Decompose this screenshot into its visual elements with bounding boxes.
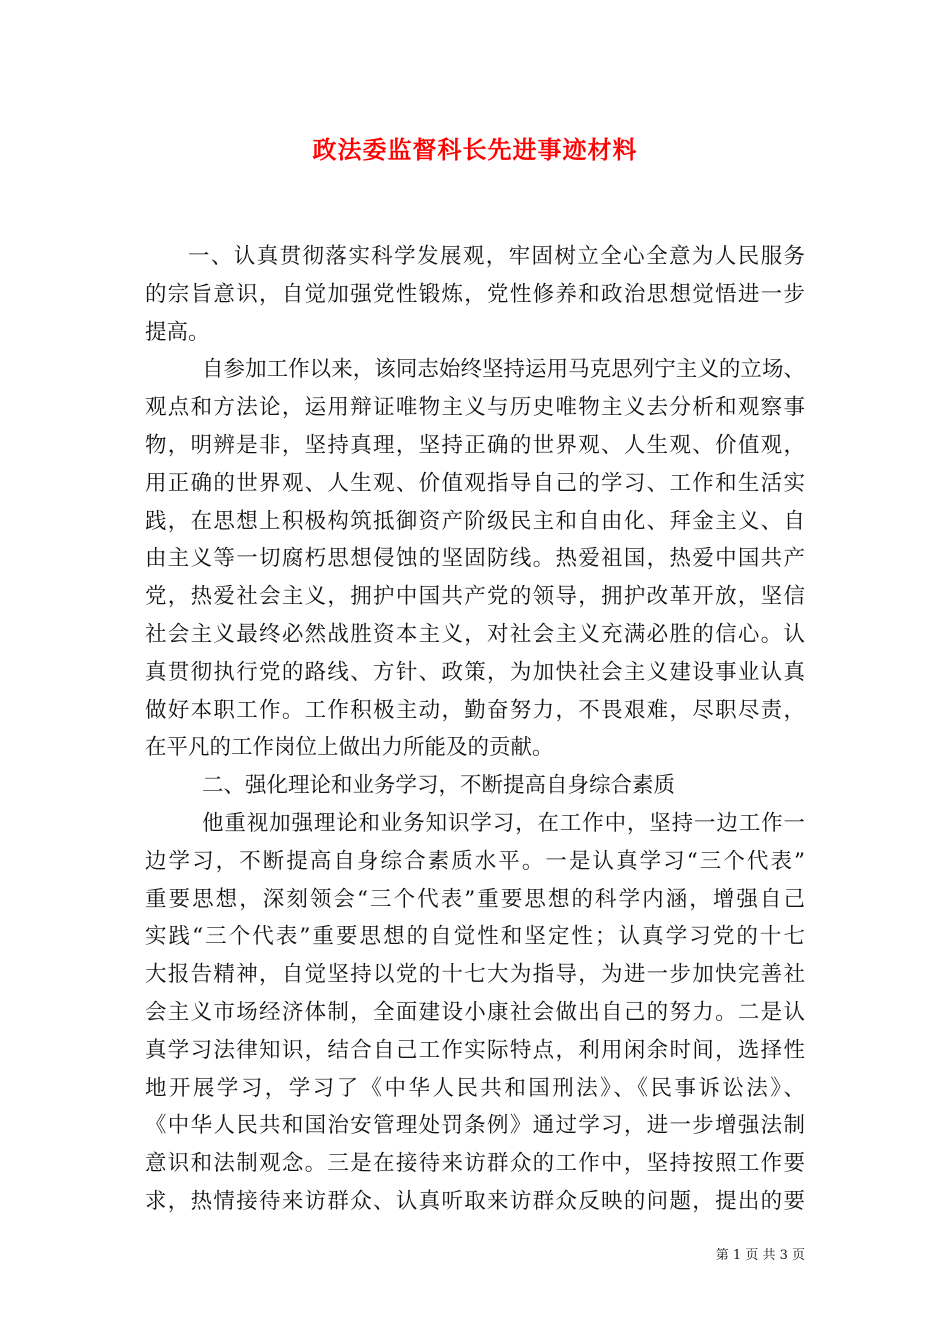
page-number-footer: 第 1 页 共 3 页 bbox=[715, 1248, 805, 1263]
text-line: 二、强化理论和业务学习，不断提高自身综合素质 bbox=[202, 773, 676, 799]
text-line: 真贯彻执行党的路线、方针、政策，为加快社会主义建设事业认真 bbox=[145, 659, 805, 685]
text-line: 意识和法制观念。三是在接待来访群众的工作中，坚持按照工作要 bbox=[145, 1151, 805, 1177]
text-line: 边学习，不断提高自身综合素质水平。一是认真学习“三个代表” bbox=[145, 848, 805, 874]
text-line: 用正确的世界观、人生观、价值观指导自己的学习、工作和生活实 bbox=[145, 470, 805, 496]
text-line: 提高。 bbox=[145, 319, 210, 345]
text-line: 重要思想，深刻领会“三个代表”重要思想的科学内涵，增强自己 bbox=[145, 886, 805, 912]
text-line: 在平凡的工作岗位上做出力所能及的贡献。 bbox=[145, 735, 554, 761]
text-line: 观点和方法论，运用辩证唯物主义与历史唯物主义去分析和观察事 bbox=[145, 395, 805, 421]
section-heading-2 bbox=[145, 767, 805, 805]
text-line: 实践“三个代表”重要思想的自觉性和坚定性；认真学习党的十七 bbox=[145, 924, 805, 950]
paragraph-1 bbox=[145, 238, 805, 351]
text-line: 大报告精神，自觉坚持以党的十七大为指导，为进一步加快完善社 bbox=[145, 962, 805, 988]
text-line: 一、认真贯彻落实科学发展观，牢固树立全心全意为人民服务 bbox=[188, 244, 805, 269]
text-line: 真学习法律知识，结合自己工作实际特点，利用闲余时间，选择性 bbox=[145, 1037, 805, 1063]
text-line: 地开展学习，学习了《中华人民共和国刑法》、《民事诉讼法》、 bbox=[145, 1075, 805, 1101]
text-line: 物，明辨是非，坚持真理，坚持正确的世界观、人生观、价值观， bbox=[145, 432, 805, 458]
text-line: 他重视加强理论和业务知识学习，在工作中，坚持一边工作一 bbox=[202, 810, 805, 836]
text-line: 自参加工作以来，该同志始终坚持运用马克思列宁主义的立场、 bbox=[202, 357, 805, 383]
text-line: 践，在思想上积极构筑抵御资产阶级民主和自由化、拜金主义、自 bbox=[145, 508, 805, 534]
text-line: 《中华人民共和国治安管理处罚条例》通过学习，进一步增强法制 bbox=[145, 1113, 805, 1139]
paragraph-4 bbox=[145, 805, 805, 1221]
text-line: 由主义等一切腐朽思想侵蚀的坚固防线。热爱祖国，热爱中国共产 bbox=[145, 546, 805, 572]
paragraph-2 bbox=[145, 351, 805, 767]
text-line: 做好本职工作。工作积极主动，勤奋努力，不畏艰难，尽职尽责， bbox=[145, 697, 805, 723]
text-line: 会主义市场经济体制，全面建设小康社会做出自己的努力。二是认 bbox=[145, 999, 805, 1025]
text-line: 社会主义最终必然战胜资本主义，对社会主义充满必胜的信心。认 bbox=[145, 621, 805, 647]
document-title: 政法委监督科长先进事迹材料 bbox=[312, 135, 638, 164]
text-line: 党，热爱社会主义，拥护中国共产党的领导，拥护改革开放，坚信 bbox=[145, 584, 805, 610]
text-line: 的宗旨意识，自觉加强党性锻炼，党性修养和政治思想觉悟进一步 bbox=[145, 281, 805, 307]
text-line: 求，热情接待来访群众、认真听取来访群众反映的问题，提出的要 bbox=[145, 1188, 805, 1214]
document-body bbox=[145, 238, 805, 1221]
